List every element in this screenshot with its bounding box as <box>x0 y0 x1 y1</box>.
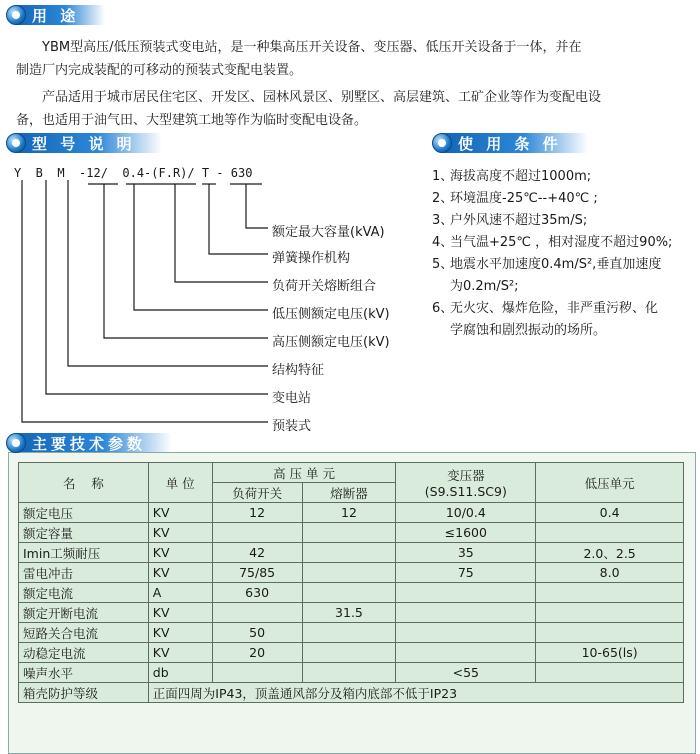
table-row <box>19 503 684 523</box>
cell-lv <box>536 623 684 643</box>
use-line: 备，也适用于油气田、大型建筑工地等作为临时变配电设备。 <box>16 113 368 128</box>
condition-item: 3、户外风速不超过35m/S; <box>432 213 588 228</box>
header-transformer-line1: 变压器 <box>447 468 485 483</box>
cell-transformer <box>396 623 536 643</box>
cell-lv <box>536 663 684 683</box>
bullet-icon <box>432 133 452 153</box>
bullet-icon <box>6 5 26 25</box>
use-paragraph-2 <box>16 86 688 109</box>
cell-unit: KV <box>148 543 212 563</box>
cell-transformer <box>396 583 536 603</box>
bullet-icon <box>6 133 26 153</box>
model-label-capacity: 额定最大容量(kVA) <box>272 225 385 240</box>
cell-unit: KV <box>148 603 212 623</box>
cell-fuse <box>302 563 396 583</box>
use-paragraph-1 <box>16 36 688 59</box>
condition-item: 1、海拔高度不超过1000m; <box>432 169 592 184</box>
model-label-structure: 结构特征 <box>272 363 325 378</box>
table-row <box>19 583 684 603</box>
cell-name: 雷电冲击 <box>19 563 149 583</box>
cell-lv: 0.4 <box>536 503 684 523</box>
cell-load-switch: 50 <box>212 623 302 643</box>
cell-load-switch <box>212 663 302 683</box>
table-row <box>19 543 684 563</box>
cell-lv: 10-65(ls) <box>536 643 684 663</box>
cell-unit: A <box>148 583 212 603</box>
cell-name: 额定电流 <box>19 583 149 603</box>
cell-name: 额定电压 <box>19 503 149 523</box>
section-title: 使 用 条 件 <box>442 133 588 153</box>
section-title: 用 途 <box>16 5 105 25</box>
use-paragraph-2-cont <box>16 109 688 132</box>
table-row-protection <box>19 683 684 703</box>
cell-lv: 2.0、2.5 <box>536 543 684 563</box>
header-load-switch: 负荷开关 <box>212 483 302 503</box>
condition-item: 6、无火灾、爆炸危险，非严重污秽、化 <box>432 301 659 316</box>
section-header-conditions <box>432 132 588 154</box>
cell-transformer <box>396 643 536 663</box>
cell-load-switch: 12 <box>212 503 302 523</box>
cell-name: 短路关合电流 <box>19 623 149 643</box>
model-label-fuse-combo: 负荷开关熔断组合 <box>272 279 377 294</box>
cell-load-switch: 630 <box>212 583 302 603</box>
use-line: YBM型高压/低压预装式变电站，是一种集高压开关设备、变压器、低压开关设备于一体，并在 <box>42 40 582 55</box>
table-row <box>19 623 684 643</box>
cell-fuse <box>302 543 396 563</box>
header-transformer-line2: (S9.S11.SC9) <box>424 484 507 499</box>
cell-transformer: 75 <box>396 563 536 583</box>
cell-transformer <box>396 603 536 623</box>
header-unit: 单 位 <box>148 463 212 503</box>
cell-fuse <box>302 623 396 643</box>
cell-unit: KV <box>148 563 212 583</box>
model-label-lv-voltage: 低压侧额定电压(kV) <box>272 307 390 322</box>
cell-name: 噪声水平 <box>19 663 149 683</box>
cell-load-switch: 75/85 <box>212 563 302 583</box>
header-name: 名 称 <box>19 463 149 503</box>
model-label-mechanism: 弹簧操作机构 <box>272 251 351 266</box>
cell-unit: db <box>148 663 212 683</box>
spec-table <box>18 462 684 703</box>
model-label-substation: 变电站 <box>272 391 312 406</box>
cell-load-switch: 42 <box>212 543 302 563</box>
cell-name: 箱壳防护等级 <box>19 683 149 703</box>
cell-transformer: 10/0.4 <box>396 503 536 523</box>
table-row <box>19 523 684 543</box>
section-header-params <box>6 432 172 454</box>
cell-fuse: 31.5 <box>302 603 396 623</box>
use-line: 产品适用于城市居民住宅区、开发区、园林风景区、别墅区、高层建筑、工矿企业等作为变配电设 <box>42 90 602 105</box>
cell-load-switch <box>212 603 302 623</box>
cell-name: 额定开断电流 <box>19 603 149 623</box>
cell-transformer: ≤1600 <box>396 523 536 543</box>
condition-item: 学腐蚀和剧烈振动的场所。 <box>450 323 607 338</box>
model-code: Y B M -12/ 0.4-(F.R)/ T - 630 <box>14 166 253 180</box>
use-line: 制造厂内完成装配的可移动的预装式变配电装置。 <box>16 63 303 78</box>
cell-name: Imin工频耐压 <box>19 543 149 563</box>
table-row <box>19 643 684 663</box>
cell-unit: KV <box>148 623 212 643</box>
cell-unit: KV <box>148 643 212 663</box>
cell-load-switch <box>212 523 302 543</box>
header-lv-unit: 低压单元 <box>536 463 684 503</box>
use-paragraph-1-cont <box>16 59 688 82</box>
section-header-use <box>6 4 105 26</box>
cell-lv: 8.0 <box>536 563 684 583</box>
condition-item: 5、地震水平加速度0.4m/S²,垂直加速度 <box>432 257 662 272</box>
cell-unit: KV <box>148 503 212 523</box>
table-header-row <box>19 463 684 483</box>
model-label-hv-voltage: 高压侧额定电压(kV) <box>272 335 390 350</box>
bullet-icon <box>6 433 26 453</box>
table-row <box>19 563 684 583</box>
section-title: 型 号 说 明 <box>16 133 162 153</box>
header-fuse: 熔断器 <box>302 483 396 503</box>
cell-transformer: 35 <box>396 543 536 563</box>
cell-name: 额定容量 <box>19 523 149 543</box>
cell-lv <box>536 603 684 623</box>
conditions-list <box>432 166 672 342</box>
header-hv-unit: 高 压 单 元 <box>212 463 396 483</box>
cell-fuse <box>302 583 396 603</box>
condition-item: 4、当气温+25℃ ，相对湿度不超过90%; <box>432 235 673 250</box>
section-header-model <box>6 132 162 154</box>
section-title: 主要技术参数 <box>16 433 172 453</box>
cell-load-switch: 20 <box>212 643 302 663</box>
table-row <box>19 603 684 623</box>
model-label-prefab: 预装式 <box>272 419 312 434</box>
table-row <box>19 663 684 683</box>
header-transformer <box>396 463 536 503</box>
cell-fuse <box>302 523 396 543</box>
condition-item: 为0.2m/S²; <box>450 279 519 294</box>
cell-lv <box>536 583 684 603</box>
cell-unit: KV <box>148 523 212 543</box>
cell-name: 动稳定电流 <box>19 643 149 663</box>
cell-lv <box>536 523 684 543</box>
cell-protection-value: 正面四周为IP43，顶盖通风部分及箱内底部不低于IP23 <box>148 683 683 703</box>
cell-fuse <box>302 663 396 683</box>
cell-fuse: 12 <box>302 503 396 523</box>
cell-transformer: <55 <box>396 663 536 683</box>
cell-fuse <box>302 643 396 663</box>
model-bracket-lines <box>0 160 420 430</box>
condition-item: 2、环境温度-25℃--+40℃ ; <box>432 191 598 206</box>
